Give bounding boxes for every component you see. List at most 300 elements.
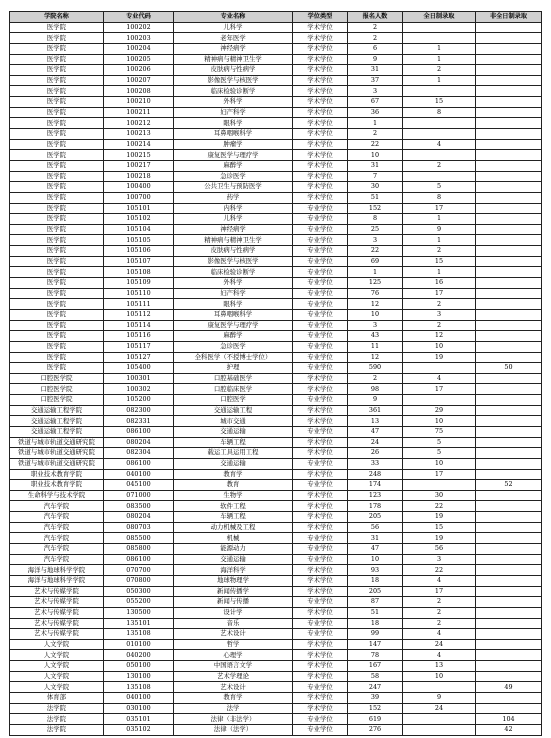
cell-applicants: 8 xyxy=(348,214,403,225)
cell-applicants: 36 xyxy=(348,107,403,118)
cell-fulltime-admitted: 56 xyxy=(403,544,476,555)
cell-applicants: 31 xyxy=(348,65,403,76)
header-school: 学院名称 xyxy=(10,12,104,23)
cell-school: 医学院 xyxy=(10,235,104,246)
table-row xyxy=(10,214,542,225)
cell-major-name: 海洋科学 xyxy=(174,565,293,576)
cell-major-code: 100212 xyxy=(104,118,174,129)
cell-school: 医学院 xyxy=(10,107,104,118)
cell-degree-type: 学术学位 xyxy=(293,703,348,714)
cell-fulltime-admitted: 2 xyxy=(403,299,476,310)
table-row xyxy=(10,469,542,480)
table-row xyxy=(10,33,542,44)
cell-major-code: 100206 xyxy=(104,65,174,76)
cell-major-name: 公共卫生与预防医学 xyxy=(174,182,293,193)
cell-school: 医学院 xyxy=(10,171,104,182)
cell-major-code: 100211 xyxy=(104,107,174,118)
table-row xyxy=(10,86,542,97)
cell-degree-type: 学术学位 xyxy=(293,607,348,618)
cell-fulltime-admitted: 22 xyxy=(403,501,476,512)
cell-applicants: 590 xyxy=(348,363,403,374)
cell-applicants: 152 xyxy=(348,203,403,214)
cell-major-name: 教育学 xyxy=(174,469,293,480)
cell-major-code: 030100 xyxy=(104,703,174,714)
table-row xyxy=(10,118,542,129)
cell-fulltime-admitted: 10 xyxy=(403,416,476,427)
cell-applicants: 2 xyxy=(348,33,403,44)
cell-major-code: 105109 xyxy=(104,278,174,289)
table-row xyxy=(10,501,542,512)
cell-parttime-admitted xyxy=(476,54,542,65)
table-row xyxy=(10,299,542,310)
cell-major-code: 086100 xyxy=(104,554,174,565)
cell-major-code: 100215 xyxy=(104,150,174,161)
cell-major-name: 影像医学与核医学 xyxy=(174,256,293,267)
cell-fulltime-admitted: 19 xyxy=(403,533,476,544)
cell-parttime-admitted xyxy=(476,33,542,44)
cell-major-code: 085500 xyxy=(104,533,174,544)
cell-major-code: 100700 xyxy=(104,192,174,203)
cell-applicants: 9 xyxy=(348,395,403,406)
cell-school: 医学院 xyxy=(10,278,104,289)
table-row xyxy=(10,544,542,555)
cell-major-code: 100400 xyxy=(104,182,174,193)
cell-degree-type: 学术学位 xyxy=(293,490,348,501)
cell-degree-type: 学术学位 xyxy=(293,671,348,682)
cell-fulltime-admitted: 2 xyxy=(403,320,476,331)
cell-degree-type: 专业学位 xyxy=(293,299,348,310)
cell-fulltime-admitted xyxy=(403,150,476,161)
cell-major-code: 105105 xyxy=(104,235,174,246)
cell-degree-type: 学术学位 xyxy=(293,22,348,33)
cell-school: 海洋与地球科学学院 xyxy=(10,565,104,576)
cell-fulltime-admitted: 2 xyxy=(403,160,476,171)
cell-fulltime-admitted: 3 xyxy=(403,309,476,320)
cell-degree-type: 学术学位 xyxy=(293,650,348,661)
cell-degree-type: 学术学位 xyxy=(293,512,348,523)
cell-major-code: 105116 xyxy=(104,331,174,342)
cell-school: 汽车学院 xyxy=(10,501,104,512)
cell-school: 职业技术教育学院 xyxy=(10,480,104,491)
cell-parttime-admitted xyxy=(476,118,542,129)
table-row xyxy=(10,714,542,725)
cell-degree-type: 学术学位 xyxy=(293,192,348,203)
table-row xyxy=(10,203,542,214)
cell-major-code: 105110 xyxy=(104,288,174,299)
cell-major-code: 105112 xyxy=(104,309,174,320)
cell-applicants: 18 xyxy=(348,618,403,629)
cell-major-name: 药学 xyxy=(174,192,293,203)
cell-major-code: 105107 xyxy=(104,256,174,267)
cell-major-code: 105108 xyxy=(104,267,174,278)
cell-major-name: 护理 xyxy=(174,363,293,374)
cell-major-name: 艺术设计 xyxy=(174,682,293,693)
cell-major-name: 城市交通 xyxy=(174,416,293,427)
cell-applicants: 78 xyxy=(348,650,403,661)
cell-parttime-admitted xyxy=(476,224,542,235)
cell-degree-type: 学术学位 xyxy=(293,65,348,76)
cell-major-name: 临床检验诊断学 xyxy=(174,86,293,97)
cell-degree-type: 专业学位 xyxy=(293,554,348,565)
table-row xyxy=(10,724,542,735)
cell-fulltime-admitted: 3 xyxy=(403,554,476,565)
cell-applicants: 99 xyxy=(348,629,403,640)
cell-applicants: 12 xyxy=(348,352,403,363)
cell-major-name: 口腔医学 xyxy=(174,395,293,406)
cell-fulltime-admitted: 30 xyxy=(403,490,476,501)
cell-applicants: 248 xyxy=(348,469,403,480)
cell-school: 铁道与城市轨道交通研究院 xyxy=(10,448,104,459)
cell-applicants: 51 xyxy=(348,192,403,203)
table-row xyxy=(10,693,542,704)
cell-school: 铁道与城市轨道交通研究院 xyxy=(10,437,104,448)
cell-parttime-admitted xyxy=(476,288,542,299)
cell-fulltime-admitted: 2 xyxy=(403,618,476,629)
cell-applicants: 619 xyxy=(348,714,403,725)
cell-degree-type: 专业学位 xyxy=(293,203,348,214)
cell-parttime-admitted xyxy=(476,235,542,246)
cell-school: 医学院 xyxy=(10,341,104,352)
cell-major-code: 050100 xyxy=(104,661,174,672)
cell-applicants: 37 xyxy=(348,75,403,86)
cell-applicants: 2 xyxy=(348,129,403,140)
cell-applicants: 30 xyxy=(348,182,403,193)
cell-school: 艺术与传媒学院 xyxy=(10,586,104,597)
cell-school: 医学院 xyxy=(10,150,104,161)
cell-school: 法学院 xyxy=(10,724,104,735)
cell-major-name: 生物学 xyxy=(174,490,293,501)
cell-school: 艺术与传媒学院 xyxy=(10,607,104,618)
cell-degree-type: 学术学位 xyxy=(293,129,348,140)
table-row xyxy=(10,426,542,437)
cell-school: 生命科学与技术学院 xyxy=(10,490,104,501)
cell-fulltime-admitted: 1 xyxy=(403,54,476,65)
cell-school: 医学院 xyxy=(10,33,104,44)
cell-major-name: 软件工程 xyxy=(174,501,293,512)
cell-parttime-admitted xyxy=(476,437,542,448)
table-row xyxy=(10,341,542,352)
cell-fulltime-admitted: 2 xyxy=(403,246,476,257)
cell-major-code: 100208 xyxy=(104,86,174,97)
cell-degree-type: 专业学位 xyxy=(293,458,348,469)
cell-fulltime-admitted xyxy=(403,22,476,33)
cell-fulltime-admitted: 22 xyxy=(403,565,476,576)
cell-major-name: 车辆工程 xyxy=(174,512,293,523)
cell-major-name: 康复医学与理疗学 xyxy=(174,150,293,161)
cell-degree-type: 学术学位 xyxy=(293,97,348,108)
cell-parttime-admitted xyxy=(476,703,542,714)
table-row xyxy=(10,586,542,597)
cell-parttime-admitted xyxy=(476,331,542,342)
cell-school: 医学院 xyxy=(10,352,104,363)
cell-parttime-admitted xyxy=(476,522,542,533)
cell-applicants: 6 xyxy=(348,43,403,54)
cell-parttime-admitted xyxy=(476,192,542,203)
table-row xyxy=(10,171,542,182)
cell-major-code: 100202 xyxy=(104,22,174,33)
cell-applicants: 12 xyxy=(348,299,403,310)
cell-parttime-admitted xyxy=(476,671,542,682)
cell-major-name: 耳鼻咽喉科学 xyxy=(174,129,293,140)
cell-parttime-admitted xyxy=(476,554,542,565)
cell-major-code: 105127 xyxy=(104,352,174,363)
cell-parttime-admitted xyxy=(476,597,542,608)
cell-school: 医学院 xyxy=(10,288,104,299)
cell-school: 汽车学院 xyxy=(10,512,104,523)
cell-major-code: 105104 xyxy=(104,224,174,235)
cell-major-name: 能源动力 xyxy=(174,544,293,555)
cell-parttime-admitted: 49 xyxy=(476,682,542,693)
cell-degree-type: 学术学位 xyxy=(293,150,348,161)
cell-school: 艺术与传媒学院 xyxy=(10,629,104,640)
cell-major-name: 眼科学 xyxy=(174,299,293,310)
cell-major-code: 071000 xyxy=(104,490,174,501)
cell-school: 口腔医学院 xyxy=(10,395,104,406)
cell-parttime-admitted xyxy=(476,75,542,86)
cell-applicants: 167 xyxy=(348,661,403,672)
cell-fulltime-admitted xyxy=(403,171,476,182)
cell-parttime-admitted xyxy=(476,565,542,576)
cell-parttime-admitted xyxy=(476,458,542,469)
cell-degree-type: 学术学位 xyxy=(293,522,348,533)
cell-major-code: 105114 xyxy=(104,320,174,331)
table-row xyxy=(10,150,542,161)
table-row xyxy=(10,703,542,714)
cell-parttime-admitted xyxy=(476,320,542,331)
cell-parttime-admitted xyxy=(476,107,542,118)
cell-parttime-admitted xyxy=(476,693,542,704)
cell-parttime-admitted xyxy=(476,65,542,76)
cell-fulltime-admitted xyxy=(403,363,476,374)
cell-degree-type: 学术学位 xyxy=(293,43,348,54)
cell-fulltime-admitted: 9 xyxy=(403,693,476,704)
table-row xyxy=(10,278,542,289)
cell-degree-type: 专业学位 xyxy=(293,352,348,363)
cell-school: 医学院 xyxy=(10,363,104,374)
cell-parttime-admitted xyxy=(476,97,542,108)
cell-applicants: 25 xyxy=(348,224,403,235)
cell-parttime-admitted xyxy=(476,586,542,597)
cell-major-name: 法律（非法学） xyxy=(174,714,293,725)
cell-degree-type: 学术学位 xyxy=(293,639,348,650)
table-row xyxy=(10,363,542,374)
cell-major-code: 082304 xyxy=(104,448,174,459)
cell-degree-type: 学术学位 xyxy=(293,448,348,459)
table-row xyxy=(10,43,542,54)
cell-major-code: 080204 xyxy=(104,437,174,448)
cell-fulltime-admitted: 1 xyxy=(403,43,476,54)
cell-applicants: 174 xyxy=(348,480,403,491)
table-row xyxy=(10,65,542,76)
cell-applicants: 24 xyxy=(348,437,403,448)
cell-major-name: 心理学 xyxy=(174,650,293,661)
cell-major-code: 100204 xyxy=(104,43,174,54)
cell-degree-type: 专业学位 xyxy=(293,278,348,289)
header-major-name: 专业名称 xyxy=(174,12,293,23)
cell-applicants: 31 xyxy=(348,160,403,171)
cell-major-code: 083500 xyxy=(104,501,174,512)
cell-major-name: 教育学 xyxy=(174,693,293,704)
cell-major-code: 085800 xyxy=(104,544,174,555)
cell-parttime-admitted xyxy=(476,469,542,480)
cell-degree-type: 学术学位 xyxy=(293,575,348,586)
cell-fulltime-admitted: 29 xyxy=(403,405,476,416)
cell-degree-type: 专业学位 xyxy=(293,235,348,246)
cell-major-code: 100218 xyxy=(104,171,174,182)
cell-major-name: 交通运输 xyxy=(174,458,293,469)
cell-degree-type: 专业学位 xyxy=(293,480,348,491)
cell-degree-type: 学术学位 xyxy=(293,384,348,395)
cell-applicants: 39 xyxy=(348,693,403,704)
header-fulltime-admitted: 全日制录取 xyxy=(403,12,476,23)
cell-applicants: 69 xyxy=(348,256,403,267)
cell-school: 医学院 xyxy=(10,256,104,267)
cell-fulltime-admitted: 2 xyxy=(403,607,476,618)
cell-major-name: 动力机械及工程 xyxy=(174,522,293,533)
table-row xyxy=(10,671,542,682)
cell-degree-type: 专业学位 xyxy=(293,288,348,299)
cell-major-code: 100302 xyxy=(104,384,174,395)
cell-applicants: 76 xyxy=(348,288,403,299)
cell-parttime-admitted xyxy=(476,160,542,171)
table-row xyxy=(10,373,542,384)
cell-fulltime-admitted xyxy=(403,724,476,735)
cell-major-name: 麻醉学 xyxy=(174,160,293,171)
cell-major-code: 105111 xyxy=(104,299,174,310)
table-row xyxy=(10,437,542,448)
table-row xyxy=(10,490,542,501)
cell-applicants: 11 xyxy=(348,341,403,352)
cell-school: 艺术与传媒学院 xyxy=(10,618,104,629)
cell-school: 医学院 xyxy=(10,129,104,140)
cell-parttime-admitted xyxy=(476,512,542,523)
cell-applicants: 22 xyxy=(348,139,403,150)
cell-major-code: 070700 xyxy=(104,565,174,576)
table-row xyxy=(10,107,542,118)
cell-fulltime-admitted: 5 xyxy=(403,182,476,193)
cell-applicants: 152 xyxy=(348,703,403,714)
cell-major-name: 新闻与传播 xyxy=(174,597,293,608)
cell-fulltime-admitted: 10 xyxy=(403,671,476,682)
cell-degree-type: 专业学位 xyxy=(293,267,348,278)
cell-major-code: 105106 xyxy=(104,246,174,257)
table-row xyxy=(10,384,542,395)
cell-major-code: 100217 xyxy=(104,160,174,171)
table-row xyxy=(10,267,542,278)
cell-major-name: 急诊医学 xyxy=(174,171,293,182)
cell-major-name: 精神病与精神卫生学 xyxy=(174,54,293,65)
table-row xyxy=(10,597,542,608)
cell-parttime-admitted xyxy=(476,267,542,278)
cell-major-code: 105117 xyxy=(104,341,174,352)
cell-degree-type: 学术学位 xyxy=(293,54,348,65)
cell-school: 医学院 xyxy=(10,86,104,97)
cell-parttime-admitted xyxy=(476,618,542,629)
header-row xyxy=(10,12,542,23)
cell-degree-type: 专业学位 xyxy=(293,426,348,437)
cell-school: 医学院 xyxy=(10,118,104,129)
cell-school: 汽车学院 xyxy=(10,533,104,544)
cell-applicants: 98 xyxy=(348,384,403,395)
cell-major-code: 086100 xyxy=(104,458,174,469)
table-body xyxy=(10,22,542,735)
cell-major-code: 040100 xyxy=(104,693,174,704)
cell-major-code: 010100 xyxy=(104,639,174,650)
cell-school: 海洋与地球科学学院 xyxy=(10,575,104,586)
cell-major-name: 耳鼻咽喉科学 xyxy=(174,309,293,320)
cell-degree-type: 学术学位 xyxy=(293,139,348,150)
cell-school: 医学院 xyxy=(10,97,104,108)
cell-major-name: 肿瘤学 xyxy=(174,139,293,150)
table-row xyxy=(10,575,542,586)
cell-major-code: 130500 xyxy=(104,607,174,618)
cell-degree-type: 学术学位 xyxy=(293,437,348,448)
cell-major-code: 082331 xyxy=(104,416,174,427)
cell-school: 医学院 xyxy=(10,299,104,310)
cell-applicants: 10 xyxy=(348,554,403,565)
cell-fulltime-admitted: 12 xyxy=(403,331,476,342)
cell-applicants: 2 xyxy=(348,373,403,384)
cell-major-code: 135108 xyxy=(104,682,174,693)
cell-major-name: 哲学 xyxy=(174,639,293,650)
cell-degree-type: 专业学位 xyxy=(293,629,348,640)
cell-major-name: 眼科学 xyxy=(174,118,293,129)
cell-applicants: 3 xyxy=(348,86,403,97)
cell-applicants: 2 xyxy=(348,22,403,33)
cell-major-name: 康复医学与理疗学 xyxy=(174,320,293,331)
cell-parttime-admitted xyxy=(476,448,542,459)
cell-fulltime-admitted xyxy=(403,395,476,406)
header-major-code: 专业代码 xyxy=(104,12,174,23)
cell-major-name: 音乐 xyxy=(174,618,293,629)
cell-fulltime-admitted: 75 xyxy=(403,426,476,437)
table-row xyxy=(10,54,542,65)
cell-major-name: 艺术设计 xyxy=(174,629,293,640)
cell-school: 人文学院 xyxy=(10,650,104,661)
cell-applicants: 10 xyxy=(348,309,403,320)
cell-degree-type: 专业学位 xyxy=(293,341,348,352)
cell-degree-type: 专业学位 xyxy=(293,597,348,608)
cell-major-name: 交通运输 xyxy=(174,554,293,565)
cell-school: 艺术与传媒学院 xyxy=(10,597,104,608)
cell-parttime-admitted xyxy=(476,22,542,33)
cell-parttime-admitted xyxy=(476,341,542,352)
cell-school: 医学院 xyxy=(10,309,104,320)
cell-degree-type: 学术学位 xyxy=(293,693,348,704)
table-row xyxy=(10,246,542,257)
cell-major-name: 内科学 xyxy=(174,203,293,214)
cell-degree-type: 专业学位 xyxy=(293,256,348,267)
header-parttime-admitted: 非全日制录取 xyxy=(476,12,542,23)
cell-school: 汽车学院 xyxy=(10,544,104,555)
cell-school: 人文学院 xyxy=(10,671,104,682)
cell-parttime-admitted xyxy=(476,182,542,193)
cell-parttime-admitted: 42 xyxy=(476,724,542,735)
cell-major-code: 135101 xyxy=(104,618,174,629)
cell-school: 医学院 xyxy=(10,160,104,171)
cell-parttime-admitted xyxy=(476,575,542,586)
cell-school: 口腔医学院 xyxy=(10,384,104,395)
table-row xyxy=(10,235,542,246)
cell-major-name: 载运工具运用工程 xyxy=(174,448,293,459)
cell-fulltime-admitted: 17 xyxy=(403,384,476,395)
cell-school: 人文学院 xyxy=(10,661,104,672)
cell-fulltime-admitted: 17 xyxy=(403,288,476,299)
cell-parttime-admitted: 52 xyxy=(476,480,542,491)
cell-major-name: 影像医学与核医学 xyxy=(174,75,293,86)
cell-major-name: 法律（法学） xyxy=(174,724,293,735)
table-row xyxy=(10,682,542,693)
